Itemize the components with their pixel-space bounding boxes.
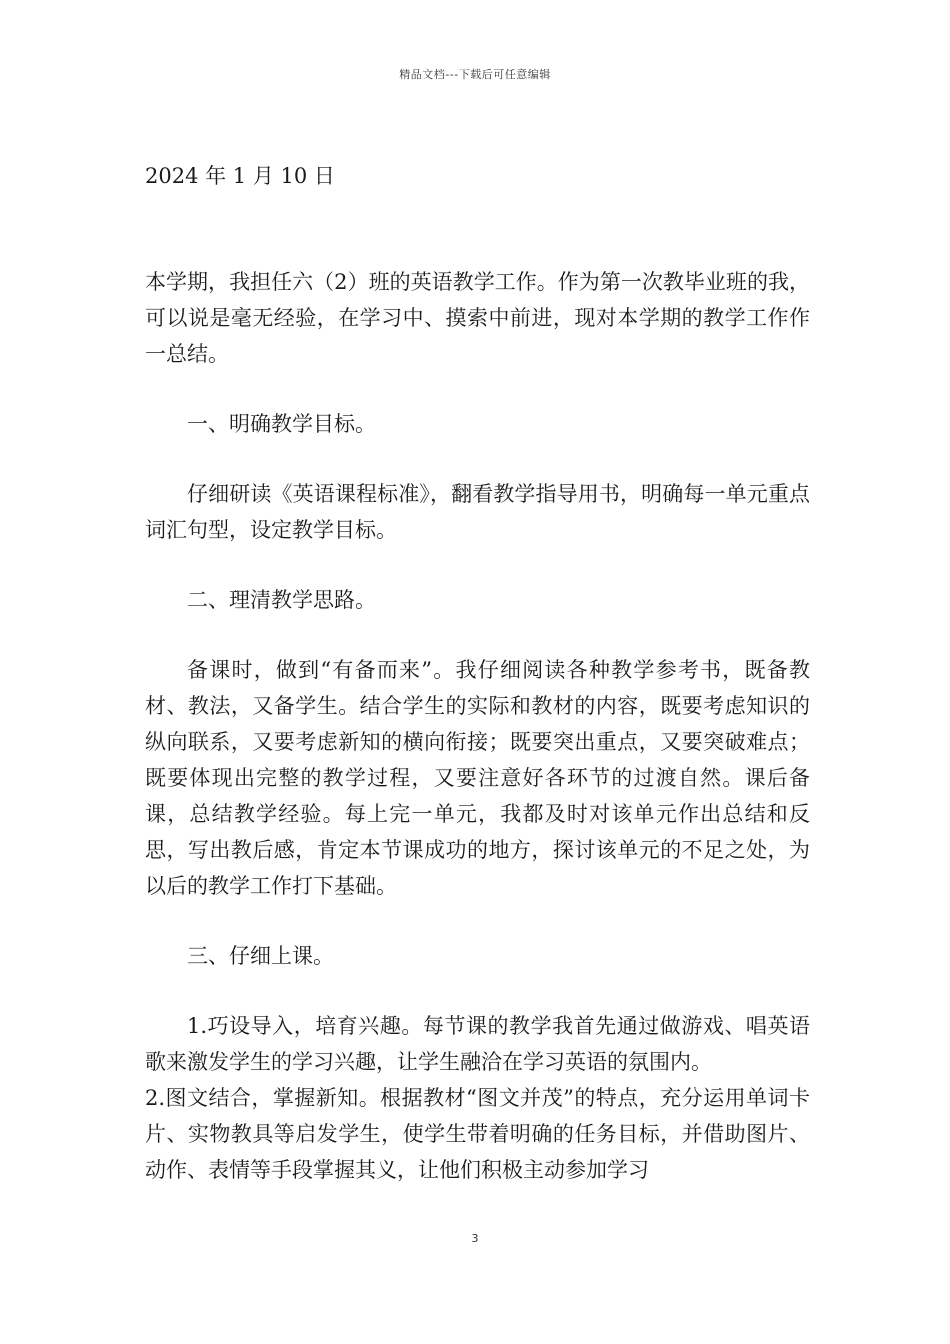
section-1-body: 仔细研读《英语课程标准》，翻看教学指导用书，明确每一单元重点词汇句型，设定教学目标。	[145, 482, 810, 542]
section-3-heading: 三、仔细上课。	[187, 944, 334, 968]
document-date: 2024 年 1 月 10 日	[145, 164, 335, 188]
intro-paragraph: 本学期，我担任六（2）班的英语教学工作。作为第一次教毕业班的我，可以说是毫无经验，在学习中、摸索中前进，现对本学期的教学工作作一总结。	[145, 270, 810, 366]
section-2-heading: 二、理清教学思路。	[187, 588, 376, 612]
section-3-item-2: 2.图文结合，掌握新知。根据教材“图文并茂”的特点，充分运用单词卡片、实物教具等启发学生，使学生带着明确的任务目标，并借助图片、动作、表情等手段掌握其义，让他们积极主动参加学习	[145, 1086, 810, 1182]
page-number: 3	[471, 1232, 479, 1245]
section-2-body: 备课时，做到“有备而来”。我仔细阅读各种教学参考书，既备教材、教法，又备学生。结合学生的实际和教材的内容，既要考虑知识的纵向联系，又要考虑新知的横向衔接；既要突出重点，又要突破难点；既要体现出完整的教学过程，又要注意好各环节的过渡自然。课后备课，总结教学经验。每上完一单元，我都及时对该单元作出总结和反思，写出教后感，肯定本节课成功的地方，探讨该单元的不足之处，为以后的教学工作打下基础。	[145, 658, 810, 898]
section-1-heading: 一、明确教学目标。	[187, 412, 376, 436]
document-body	[145, 158, 810, 1188]
section-3-item-1: 1.巧设导入，培育兴趣。每节课的教学我首先通过做游戏、唱英语歌来激发学生的学习兴趣，让学生融洽在学习英语的氛围内。	[145, 1014, 810, 1074]
page-header: 精品文档---下载后可任意编辑	[399, 68, 551, 81]
